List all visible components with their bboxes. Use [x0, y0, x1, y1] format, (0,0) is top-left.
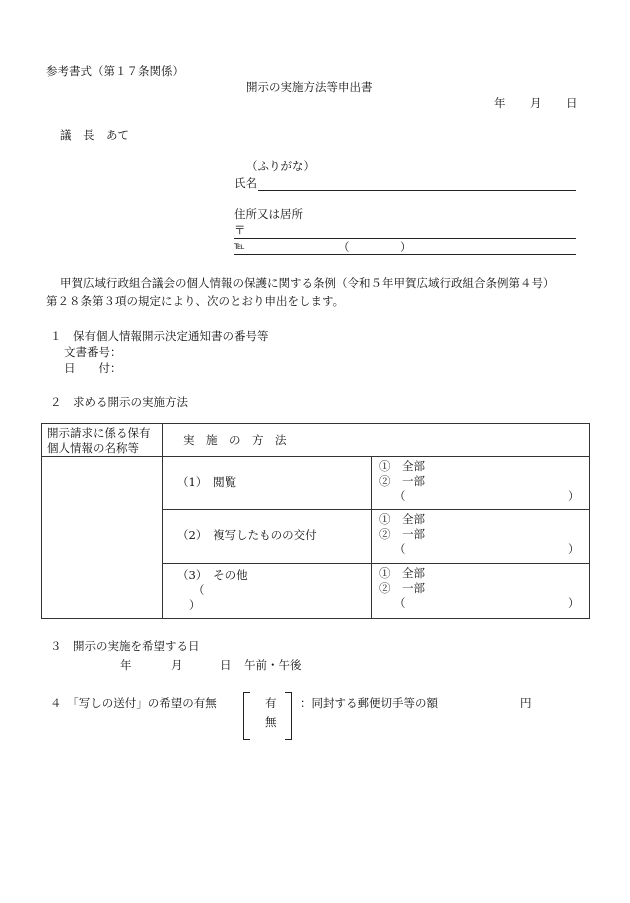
method-view-label: （1） 閲覧	[177, 475, 237, 489]
yen-label: 円	[520, 696, 532, 710]
preferred-day-label: 日	[220, 658, 232, 672]
furigana-label: （ふりがな）	[246, 159, 315, 173]
right-bracket	[285, 692, 292, 740]
doc-number-label: 文書番号：	[64, 345, 122, 359]
method-cell-view	[163, 457, 372, 510]
postal-mark: 〒	[234, 223, 246, 237]
section2-heading: ２ 求める開示の実施方法	[50, 395, 188, 409]
body-text-line1: 甲賀広域行政組合議会の個人情報の保護に関する条例（令和５年甲賀広域行政組合条例第４号）	[60, 276, 555, 290]
partial-paren-open: （	[394, 596, 406, 610]
ampm-label: 午前・午後	[244, 658, 302, 672]
partial-paren-close: ）	[568, 596, 580, 610]
section1-heading: １ 保有個人情報開示決定通知書の番号等	[50, 329, 269, 343]
page-title: 開示の実施方法等申出書	[246, 80, 373, 94]
info-name-cell[interactable]	[42, 457, 163, 619]
partial-paren-open: （	[394, 489, 406, 503]
tel-paren-open: （	[338, 240, 350, 254]
address-label: 住所又は居所	[234, 207, 303, 221]
option-no[interactable]: 無	[265, 715, 277, 729]
section3-heading: ３ 開示の実施を希望する日	[50, 639, 200, 653]
scope-cell-other[interactable]	[372, 564, 590, 619]
addressee: 議 長 あて	[60, 128, 129, 142]
option-all[interactable]: ① 全部	[379, 566, 425, 580]
other-paren-close: ）	[189, 598, 201, 612]
postage-amount-label: ：同封する郵便切手等の額	[300, 696, 438, 710]
disclosure-method-table	[41, 423, 590, 619]
table-header-info-name	[42, 424, 163, 457]
header-info-line2: 個人情報の名称等	[47, 441, 139, 455]
scope-cell-copy[interactable]	[372, 510, 590, 564]
preferred-year-label: 年	[120, 658, 132, 672]
option-partial[interactable]: ② 一部	[379, 527, 425, 541]
tel-paren-close: ）	[400, 240, 412, 254]
option-yes[interactable]: 有	[265, 696, 277, 710]
body-text-line2: 第２８条第３項の規定により、次のとおり申出をします。	[46, 294, 345, 308]
option-partial[interactable]: ② 一部	[379, 474, 425, 488]
option-all[interactable]: ① 全部	[379, 459, 425, 473]
partial-paren-close: ）	[568, 542, 580, 556]
tel-field-line[interactable]	[234, 254, 576, 255]
preferred-month-label: 月	[171, 658, 183, 672]
table-header-method	[163, 424, 590, 457]
header-method-label: 実 施 の 方 法	[183, 433, 287, 447]
partial-paren-close: ）	[568, 489, 580, 503]
name-label: 氏名	[234, 176, 257, 190]
other-paren-open: （	[193, 583, 205, 597]
date-month-label: 月	[530, 96, 542, 110]
date-year-label: 年	[494, 96, 506, 110]
left-bracket	[243, 692, 250, 740]
method-cell-other	[163, 564, 372, 619]
header-info-line1: 開示請求に係る保有	[47, 426, 151, 440]
section4-heading: ４ 「写しの送付」の希望の有無	[50, 696, 217, 710]
method-other-label: （3） その他	[177, 568, 248, 582]
notice-date-label: 日 付：	[64, 361, 122, 375]
tel-label: ℡	[234, 241, 245, 252]
reference-format-label: 参考書式（第１７条関係）	[46, 64, 184, 78]
option-partial[interactable]: ② 一部	[379, 581, 425, 595]
date-day-label: 日	[566, 96, 578, 110]
scope-cell-view[interactable]	[372, 457, 590, 510]
method-copy-label: （2） 複写したものの交付	[177, 528, 317, 542]
method-cell-copy	[163, 510, 372, 564]
partial-paren-open: （	[394, 542, 406, 556]
address-field-line[interactable]	[234, 238, 576, 239]
name-field-line[interactable]	[258, 190, 576, 191]
option-all[interactable]: ① 全部	[379, 512, 425, 526]
